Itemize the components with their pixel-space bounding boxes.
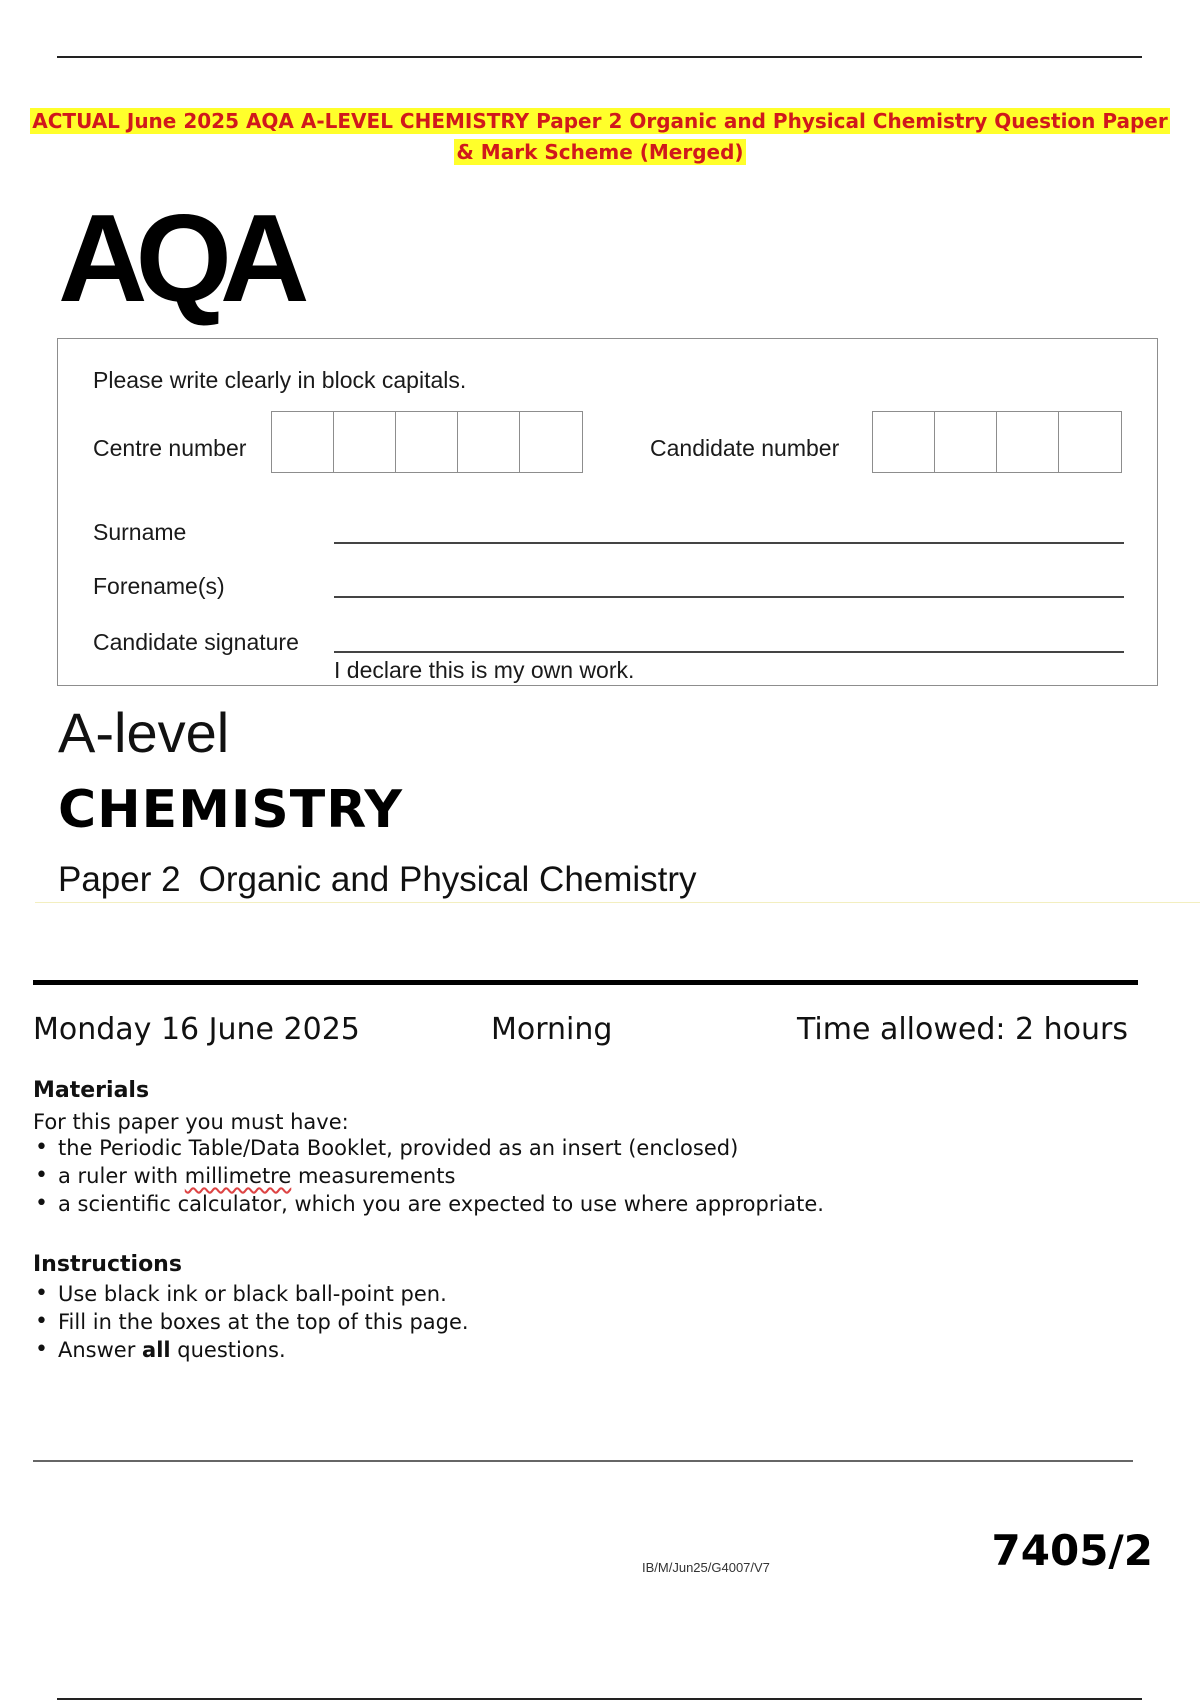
title-banner xyxy=(0,106,1200,168)
forename-label: Forename(s) xyxy=(93,573,225,599)
list-item: • Fill in the boxes at the top of this page. xyxy=(33,1308,469,1336)
exam-session: Morning xyxy=(491,1012,613,1047)
list-item: • a scientific calculator, which you are expected to use where appropriate. xyxy=(33,1190,824,1218)
block-capitals-instruction: Please write clearly in block capitals. xyxy=(93,367,467,393)
thick-divider xyxy=(33,980,1138,985)
candidate-number-digit-box[interactable] xyxy=(1059,412,1121,472)
declaration-text: I declare this is my own work. xyxy=(334,657,635,683)
centre-number-label: Centre number xyxy=(93,435,247,461)
lower-rule xyxy=(33,1460,1133,1462)
list-item: • Use black ink or black ball-point pen. xyxy=(33,1280,469,1308)
instructions-list xyxy=(33,1280,469,1364)
paper-title xyxy=(58,860,697,900)
materials-heading: Materials xyxy=(33,1078,150,1103)
document-reference: IB/M/Jun25/G4007/V7 xyxy=(642,1560,770,1575)
list-item: • the Periodic Table/Data Booklet, provided as an insert (enclosed) xyxy=(33,1134,824,1162)
candidate-number-label: Candidate number xyxy=(650,435,840,461)
list-item: • a ruler with millimetre measurements xyxy=(33,1162,824,1190)
forename-line[interactable] xyxy=(334,596,1124,598)
candidate-details-box xyxy=(57,338,1158,686)
paper-number: Paper 2 xyxy=(58,860,181,899)
qualification-level: A-level xyxy=(58,701,230,764)
time-allowed: Time allowed: 2 hours xyxy=(796,1012,1128,1047)
signature-label: Candidate signature xyxy=(93,629,299,655)
centre-number-digit-box[interactable] xyxy=(334,412,396,472)
faint-divider xyxy=(35,902,1200,903)
materials-list xyxy=(33,1134,824,1218)
centre-number-digit-box[interactable] xyxy=(520,412,582,472)
paper-code: 7405/2 xyxy=(991,1526,1153,1575)
centre-number-boxes[interactable] xyxy=(271,411,583,473)
candidate-number-digit-box[interactable] xyxy=(935,412,997,472)
signature-line[interactable] xyxy=(334,651,1124,653)
aqa-logo: AQA xyxy=(58,190,298,328)
surname-label: Surname xyxy=(93,519,187,545)
candidate-number-boxes[interactable] xyxy=(872,411,1122,473)
centre-number-digit-box[interactable] xyxy=(272,412,334,472)
top-rule xyxy=(57,56,1142,58)
subject-title: CHEMISTRY xyxy=(58,780,404,840)
surname-line[interactable] xyxy=(334,542,1124,544)
centre-number-digit-box[interactable] xyxy=(458,412,520,472)
centre-number-digit-box[interactable] xyxy=(396,412,458,472)
list-item: • Answer all questions. xyxy=(33,1336,469,1364)
instructions-heading: Instructions xyxy=(33,1252,182,1277)
banner-line-2: & Mark Scheme (Merged) xyxy=(456,140,744,164)
materials-intro: For this paper you must have: xyxy=(33,1110,349,1134)
candidate-number-digit-box[interactable] xyxy=(873,412,935,472)
candidate-number-digit-box[interactable] xyxy=(997,412,1059,472)
paper-name: Organic and Physical Chemistry xyxy=(198,860,697,899)
banner-line-1: ACTUAL June 2025 AQA A-LEVEL CHEMISTRY Paper 2 Organic and Physical Chemistry Question Paper xyxy=(32,109,1168,133)
exam-date: Monday 16 June 2025 xyxy=(33,1012,360,1047)
